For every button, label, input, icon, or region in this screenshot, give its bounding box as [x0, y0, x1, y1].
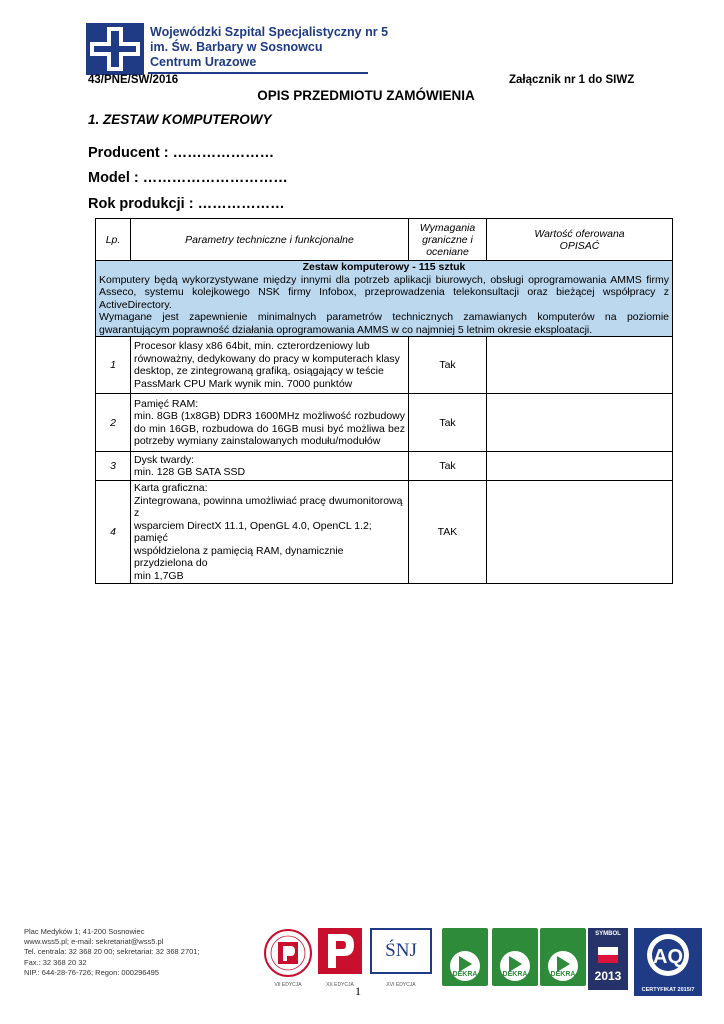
row-offered-value[interactable] [487, 481, 673, 584]
symbol-label: SYMBOL [595, 931, 621, 937]
header-requirements-line: graniczne i [422, 233, 473, 246]
dekra-badge [540, 928, 586, 986]
hospital-line-1: Wojewódzki Szpital Specjalistyczny nr 5 [150, 25, 389, 39]
row-params [131, 337, 409, 394]
hospital-logo-cross-icon [86, 23, 144, 75]
badge-caption: VII EDYCJA [274, 982, 302, 988]
footer-contact [24, 927, 200, 978]
producent-field: Producent : ………………… [88, 145, 275, 161]
aq-logo-text: AQ [653, 946, 683, 968]
row-params-line: min 1,7GB [134, 569, 184, 582]
footer-line: Plac Medyków 1; 41-200 Sosnowiec [24, 927, 145, 936]
group-title: Zestaw komputerowy - 115 sztuk [302, 261, 466, 273]
row-params-line: Dysk twardy: [134, 453, 195, 466]
production-year-field: Rok produkcji : ……………… [88, 196, 285, 212]
group-cell [96, 261, 673, 337]
row-params [131, 394, 409, 452]
dekra-badge [492, 928, 538, 986]
row-params-line: wsparciem DirectX 11.1, OpenGL 4.0, OpenCL 1.2; pamięć [134, 519, 372, 544]
snj-badge: ŚNJ [370, 928, 432, 974]
row-requirement: TAK [409, 481, 487, 584]
row-lp: 2 [96, 394, 131, 452]
row-params-heading: Pamięć RAM: [134, 397, 199, 410]
row-offered-value[interactable] [487, 394, 673, 452]
dekra-badge [442, 928, 488, 986]
row-params [131, 452, 409, 481]
row-offered-value[interactable] [487, 337, 673, 394]
header-offered-line: OPISAĆ [559, 239, 600, 252]
hospital-line-3: Centrum Urazowe [150, 55, 257, 69]
header-offered-value [487, 219, 673, 261]
model-field: Model : ………………………… [88, 170, 288, 186]
row-params-line: min. 128 GB SATA SSD [134, 466, 246, 478]
dekra-label: DEKRA [502, 971, 528, 978]
row-lp: 3 [96, 452, 131, 481]
specification-table [95, 218, 673, 584]
symbol-award-badge [588, 928, 628, 990]
table-row [96, 481, 673, 584]
header-offered-line: Wartość oferowana [534, 227, 625, 240]
row-requirement: Tak [409, 452, 487, 481]
table-row [96, 452, 673, 481]
group-requirement: Wymagane jest zapewnienie minimalnych parametrów technicznych zamawianych komputerów na poziomie gwarantującym poprawność działania oprogramowania AMMS w co najmniej 5 letnim okresie eksploatacji. [99, 311, 669, 336]
certificate-badge [634, 928, 702, 996]
header-requirements [409, 219, 487, 261]
footer-line: NIP.: 644-28-76-726; Regon: 000296495 [24, 967, 159, 977]
header-lp: Lp. [96, 219, 131, 261]
table-row [96, 337, 673, 394]
table-row [96, 394, 673, 452]
section-title: 1. ZESTAW KOMPUTEROWY [88, 112, 272, 127]
row-params-text: min. 8GB (1x8GB) DDR3 1600MHz możliwość rozbudowy do min 16GB, rozbudowa do 16GB musi być możliwa bez potrzeby wymiany zainstalowanych modułu/modułów [134, 410, 405, 447]
hospital-line-2: im. Św. Barbary w Sosnowcu [150, 40, 323, 54]
flag-icon [598, 947, 618, 963]
attachment-label: Załącznik nr 1 do SIWZ [509, 74, 635, 86]
certificate-label: CERTYFIKAT 2015/7 [641, 987, 695, 993]
quality-seal-icon [262, 928, 314, 978]
dekra-label: DEKRA [550, 971, 576, 978]
dekra-label: DEKRA [452, 971, 478, 978]
table-header-row [96, 219, 673, 261]
group-row [96, 261, 673, 337]
row-offered-value[interactable] [487, 452, 673, 481]
row-params-line: desktop, ze zintegrowaną grafiką, osiągający w teście [134, 365, 384, 377]
row-lp: 1 [96, 337, 131, 394]
header-divider [148, 72, 368, 74]
page-number: 1 [355, 984, 361, 998]
hospital-name [150, 25, 388, 70]
row-params-line: Karta graficzna: [134, 482, 208, 494]
footer-line: Tel. centrala: 32 368 20 00; sekretariat: 32 368 2701; [24, 947, 200, 957]
document-title: OPIS PRZEDMIOTU ZAMÓWIENIA [257, 88, 475, 103]
row-params [131, 481, 409, 584]
footer-line: www.wss5.pl; e-mail: sekretariat@wss5.pl [24, 937, 164, 947]
row-params-line: Procesor klasy x86 64bit, min. czterordzeniowy lub [134, 340, 370, 352]
row-lp: 4 [96, 481, 131, 584]
row-params-line: równoważny, dedykowany do pracy w komputerach klasy [134, 352, 400, 365]
row-requirement: Tak [409, 337, 487, 394]
row-requirement: Tak [409, 394, 487, 452]
group-description: Komputery będą wykorzystywane między innymi dla potrzeb aplikacji biurowych, obsługi oprogramowania AMMS firmy Asseco, systemu kolejkowego NSK firmy Infobox, przeprowadzenia telekonsultacji oraz bieżącej współpracy z ActiveDirectory. [99, 273, 669, 311]
p-award-logo-icon [318, 928, 362, 974]
header-requirements-line: oceniane [426, 245, 469, 258]
symbol-year: 2013 [594, 969, 622, 983]
header-params: Parametry techniczne i funkcjonalne [131, 219, 409, 261]
reference-number: 43/PNE/SW/2016 [88, 74, 179, 86]
footer-line: Fax.: 32 368 20 32 [24, 957, 87, 967]
row-params-line: Zintegrowana, powinna umożliwiać pracę dwumonitorową z [134, 494, 403, 519]
header-requirements-line: Wymagania [419, 221, 476, 234]
badge-caption: XVI EDYCJA [386, 982, 416, 988]
badge-caption: XX EDYCJA [326, 982, 354, 988]
row-params-line: PassMark CPU Mark wynik min. 7000 punktów [134, 377, 353, 390]
aq-logo-icon [642, 932, 694, 978]
row-params-line: współdzielona z pamięcią RAM, dynamicznie przydzielona do [134, 544, 344, 569]
